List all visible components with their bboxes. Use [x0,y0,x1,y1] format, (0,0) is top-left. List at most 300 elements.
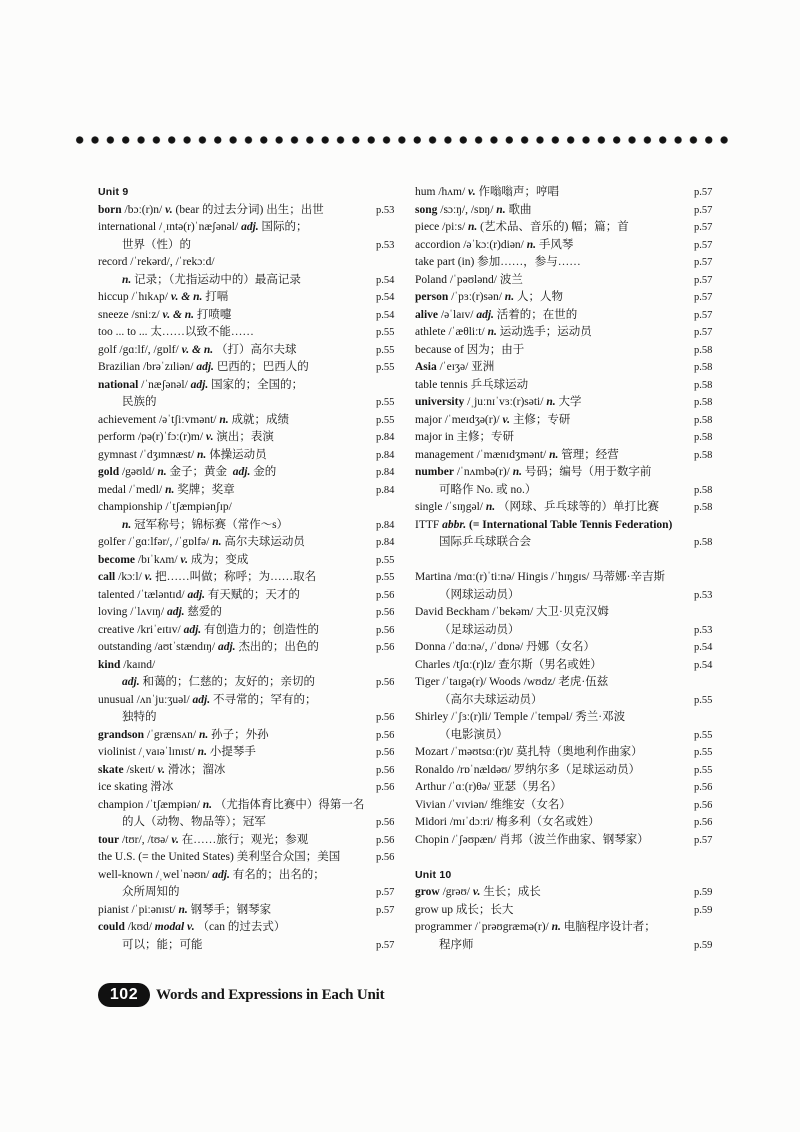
page-reference: p.53 [376,239,395,251]
entry-line [415,499,720,517]
vocab-entry [415,342,720,360]
entry-continuation-line [415,727,720,745]
entry-text: /ˈpɜː(r)sən/ [448,291,505,303]
entry-text: ITTF [415,518,443,531]
entry-text: /kɔːl/ [115,571,145,583]
entry-text: hiccup /ˈhɪkʌp/ [98,291,171,303]
entry-text: Ronaldo /rɒˈnældəʊ/ 罗纳尔多（足球运动员） [415,763,641,776]
entry-text: 运动选手；运动员 [496,326,592,338]
left-column [98,184,402,954]
part-of-speech: n. [198,728,209,741]
entry-text: 在……旅行；观光；参观 [178,833,309,846]
entry-continuation-line [98,674,402,692]
entry-continuation-line [98,937,402,955]
entry-text: 人；人物 [514,291,563,303]
entry-line [98,832,402,850]
entry-line [415,709,720,727]
part-of-speech: adj. [192,693,211,706]
part-of-speech: v. [468,186,476,198]
vocab-entry [415,324,720,342]
entry-line-text [98,272,376,290]
page-reference: p.56 [376,624,395,636]
entry-text: 把……叫做；称呼；为……取名 [152,571,317,583]
part-of-speech: v. [165,203,173,216]
entry-text: perform /pə(r)ˈfɔː(r)m/ [98,431,206,443]
entry-text: outstanding /aʊtˈstændɪŋ/ [98,641,218,653]
entry-text: Mozart /ˈməʊtsɑː(r)t/ 莫扎特（奥地利作曲家） [415,746,643,758]
page-reference: p.56 [376,729,395,741]
vocab-entry [415,569,720,604]
page-reference: p.56 [376,677,395,688]
entry-text: Vivian /ˈvɪviən/ 维维安（女名） [415,798,571,811]
entry-line-text [415,342,694,360]
entry-line-text [415,359,694,377]
vocab-entry [415,604,720,639]
vocab-entry [98,412,402,430]
entry-continuation-line [415,534,720,552]
page-reference: p.57 [376,939,395,951]
entry-line-text [415,727,694,745]
entry-line-text [415,884,694,902]
entry-line-text [415,394,694,412]
entry-text: 管理；经营 [558,448,619,461]
entry-line [98,464,402,482]
page-reference: p.56 [376,764,395,776]
entry-line-text [98,289,376,307]
entry-line-text [415,254,694,272]
headword: could [98,921,125,933]
entry-text: 孙子；外孙 [208,728,269,741]
entry-text: （can 的过去式） [194,921,286,933]
vocab-entry [98,464,402,482]
headword: Asia [415,361,437,373]
entry-text: /ˈnʌmbə(r)/ [453,466,513,478]
part-of-speech: adj. [476,308,494,321]
entry-text: because of 因为；由于 [415,343,525,356]
entry-line [415,884,720,902]
entry-text: piece /piːs/ [415,221,469,233]
page-reference: p.56 [694,782,713,793]
entry-line-text [98,307,376,325]
entry-text: /grəʊ/ [439,886,473,898]
part-of-speech: n. [157,466,167,478]
headword: song [415,203,438,216]
entry-continuation-line [98,884,402,902]
part-of-speech: n. [504,291,515,303]
entry-text: /kaɪnd/ [120,658,156,671]
entry-line-text [415,744,694,762]
page-reference: p.56 [376,747,395,758]
vocab-entry [415,202,720,220]
unit-heading: Unit 10 [415,868,452,881]
entry-line-text [415,412,694,430]
entry-text: /tʊr/, /tʊə/ [119,833,172,846]
page-reference: p.53 [376,204,395,216]
page-reference: p.56 [694,817,713,828]
headword: number [415,466,454,478]
entry-text: unusual /ʌnˈjuːʒuəl/ [98,693,193,706]
vocab-entry [415,272,720,290]
entry-line-text [415,569,720,587]
entry-text: 不寻常的；罕有的； [210,693,317,706]
entry-continuation-line [98,237,402,255]
entry-line-text [415,499,694,517]
vocab-entry [98,534,402,552]
entry-text: record /ˈrekərd/, /ˈrekɔːd/ [98,256,215,268]
entry-text: too ... to ... 太……以致不能…… [98,326,254,338]
vocab-entry [98,919,402,954]
entry-text: 巴西的；巴西人的 [213,361,309,373]
page-reference: p.55 [376,344,395,356]
entry-text: 手风琴 [536,238,574,251]
entry-line [98,604,402,622]
part-of-speech: n. [219,413,229,426]
entry-line [415,569,720,587]
entry-text: 大学 [555,396,582,408]
vocab-entry [98,307,402,325]
entry-text: 独特的 [122,711,157,723]
entry-line [415,412,720,430]
entry-line-text [98,779,376,797]
vocab-entry [98,867,402,902]
vocab-entry [98,832,402,850]
entry-line [98,412,402,430]
vocab-entry [415,307,720,325]
page-reference: p.56 [376,607,395,618]
entry-text: 和蔼的；仁慈的；友好的；亲切的 [139,676,315,688]
page-reference: p.58 [694,484,713,496]
vocab-entry [415,254,720,272]
vocab-entry [98,324,402,342]
entry-text: 金子；黄金 [166,466,233,478]
headword: university [415,396,465,408]
entry-text: 成为；变成 [187,553,249,566]
entry-line [98,919,402,937]
entry-line [98,254,402,272]
entry-text: championship /ˈtʃæmpiənʃɪp/ [98,501,232,513]
entry-line [98,219,402,237]
entry-line [415,429,720,447]
entry-line-text [98,569,376,587]
entry-text: /əˈlaɪv/ [438,308,477,321]
entry-text: ice skating 滑冰 [98,781,174,793]
vocab-entry [415,359,720,377]
entry-line-text [415,622,694,640]
entry-line-text [98,202,376,220]
entry-continuation-line [415,587,720,605]
part-of-speech: n. [487,326,497,338]
headword: skate [98,763,124,776]
headword: gold [98,466,120,478]
entry-text: 号码；编号（用于数字前 [522,466,652,478]
entry-line [98,359,402,377]
word-section [98,184,402,954]
headword: (= International Table Tennis Federation) [466,518,673,531]
page-reference: p.57 [694,834,713,846]
part-of-speech: n. [197,746,207,758]
page-reference: p.55 [694,764,713,776]
entry-text: 成就；成绩 [228,413,289,426]
page-reference: p.55 [376,572,395,583]
entry-line [415,744,720,762]
entry-line-text [98,587,376,605]
vocab-entry [415,674,720,709]
entry-line-text [98,499,402,517]
entry-line-text [415,289,694,307]
page-reference: p.58 [694,362,713,373]
vocab-entry [98,552,402,570]
vocab-entry [415,832,720,850]
headword: kind [98,658,121,671]
entry-text: （打）高尔夫球 [213,343,297,356]
vocab-entry [415,517,720,552]
entry-text: 作嗡嗡声；哼唱 [475,186,559,198]
entry-text: creative /kriˈeɪtɪv/ [98,623,184,636]
entry-continuation-line [415,622,720,640]
entry-continuation-line [98,394,402,412]
entry-text: 生长；成长 [480,886,541,898]
entry-line [415,394,720,412]
entry-line-text [98,709,376,727]
entry-line [98,797,402,815]
part-of-speech: adj. [217,641,236,653]
page-reference: p.54 [694,659,713,671]
page-reference: p.84 [376,432,395,443]
page-reference: p.84 [376,537,395,548]
part-of-speech: n. [122,273,132,286]
vocab-entry [98,587,402,605]
vocab-entry [415,657,720,675]
part-of-speech: abbr. [442,518,467,531]
entry-text: 众所周知的 [122,886,180,898]
entry-line [98,569,402,587]
entry-line [98,482,402,500]
page-reference: p.57 [694,204,713,216]
entry-text: 体操运动员 [206,448,267,461]
entry-line [415,762,720,780]
part-of-speech: n. [526,238,537,251]
entry-line-text [415,779,694,797]
part-of-speech: adj. [241,221,259,233]
vocab-entry [98,849,402,867]
part-of-speech: v. [205,431,214,443]
entry-text: athlete /ˈæθliːt/ [415,326,488,338]
page-reference: p.53 [694,624,713,636]
entry-text: 高尔夫球运动员 [221,536,305,548]
entry-text: 小提琴手 [206,746,256,758]
entry-text: Poland /ˈpəʊlənd/ 波兰 [415,273,523,286]
word-section [415,184,720,552]
part-of-speech: adj. [183,623,202,636]
vocab-entry [98,447,402,465]
part-of-speech: adj. [232,466,251,478]
entry-line [98,324,402,342]
entry-text: /ˌjuːnɪˈvɜː(r)səti/ [464,396,547,408]
entry-text: 杰出的；出色的 [235,641,319,653]
part-of-speech: adj. [196,361,214,373]
entry-line-text [415,429,694,447]
entry-line [415,447,720,465]
entry-line-text [415,464,720,482]
part-of-speech: n. [496,203,506,216]
entry-line-text [98,727,376,745]
part-of-speech: modal v. [154,921,195,933]
entry-line [98,622,402,640]
entry-text: 民族的 [122,396,157,408]
entry-text: 可以；能；可能 [122,938,203,951]
entry-line [415,902,720,920]
entry-line [98,867,402,885]
vocab-entry [415,429,720,447]
vocab-entry [415,377,720,395]
part-of-speech: v. & n. [181,343,214,356]
entry-line-text [98,517,376,535]
vocab-entry [415,639,720,657]
entry-line-text [98,919,402,937]
headword: call [98,571,116,583]
entry-line [98,202,402,220]
entry-line-text [98,447,376,465]
entry-text: (艺术品、音乐的) 幅；篇；首 [477,221,629,233]
entry-line-text [98,657,402,675]
entry-line-text [98,639,376,657]
entry-text: champion /ˈtʃæmpiən/ [98,798,203,811]
page-reference: p.57 [694,309,713,321]
entry-text: international /ˌɪntə(r)ˈnæʃənəl/ [98,221,242,233]
entry-line [98,657,402,675]
entry-line-text [98,254,402,272]
entry-line-text [415,692,694,710]
page-reference: p.84 [376,484,395,496]
entry-line-text [415,324,694,342]
entry-line [98,849,402,867]
entry-text: David Beckham /ˈbekəm/ 大卫·贝克汉姆 [415,606,609,618]
entry-text: Chopin /ˈʃəʊpæn/ 肖邦（波兰作曲家、钢琴家） [415,833,649,846]
entry-line [415,359,720,377]
page-reference: p.59 [694,887,713,898]
page-reference: p.58 [694,414,713,426]
page-reference: p.58 [694,432,713,443]
entry-line-text [98,867,402,885]
entry-text: golfer /ˈgɑːlfər/, /ˈgɒlfə/ [98,536,213,548]
entry-text: hum /hʌm/ [415,186,469,198]
vocab-entry [415,219,720,237]
part-of-speech: v. [157,763,165,776]
entry-text: /bɔː(r)n/ [121,203,166,216]
vocab-entry [415,237,720,255]
entry-line [415,517,720,535]
unit-heading: Unit 9 [98,186,129,198]
page-reference: p.54 [376,309,395,321]
vocab-entry [98,359,402,377]
page-reference: p.84 [376,519,395,531]
part-of-speech: n. [122,518,132,531]
vocab-entry [415,797,720,815]
page-reference: p.54 [376,274,395,286]
vocab-entry [415,919,720,954]
entry-text: 演出；表演 [213,431,274,443]
entry-text: loving /ˈlʌvɪŋ/ [98,606,167,618]
entry-line-text [98,464,376,482]
entry-line-text [98,219,402,237]
entry-line-text [98,412,376,430]
entry-line [98,499,402,517]
entry-line-text [98,692,402,710]
entry-text: （足球运动员） [439,623,520,636]
part-of-speech: v. & n. [162,308,195,321]
vocab-entry [98,779,402,797]
entry-text: 国际的； [258,221,308,233]
entry-text: golf /gɑːlf/, /gɒlf/ [98,343,182,356]
right-column [415,184,720,954]
entry-line-text [415,709,720,727]
page-reference: p.55 [376,362,395,373]
entry-line [98,534,402,552]
entry-text: （电影演员） [439,728,508,741]
part-of-speech: adj. [122,676,140,688]
page-reference: p.57 [694,292,713,303]
entry-text: Midori /mɪˈdɔːri/ 梅多利（女名或姓） [415,816,600,828]
entry-text: 钢琴手；钢琴家 [187,903,272,916]
part-of-speech: n. [202,798,213,811]
entry-line [415,464,720,482]
entry-line-text [98,429,376,447]
entry-line [415,797,720,815]
part-of-speech: adj. [187,588,206,601]
page-reference: p.57 [376,904,395,916]
entry-line [415,289,720,307]
entry-text: grow up 成长；长大 [415,903,514,916]
entry-continuation-line [98,517,402,535]
entry-text: /ˈgrænsʌn/ [144,728,199,741]
entry-line-text [415,447,694,465]
entry-line-text [98,622,376,640]
entry-line [415,202,720,220]
entry-line-text [415,202,694,220]
part-of-speech: n. [178,903,188,916]
page-reference: p.84 [376,467,395,478]
headword: grow [415,886,440,898]
entry-text: table tennis 乒乓球运动 [415,378,529,391]
part-of-speech: v. [472,886,481,898]
entry-text: talented /ˈtæləntɪd/ [98,588,188,601]
headword: national [98,378,139,391]
entry-text: （网球、乒乓球等的）单打比赛 [495,501,660,513]
entry-line-text [98,902,376,920]
entry-text: well-known /ˌwelˈnəʊn/ [98,868,213,881]
entry-line [98,289,402,307]
page-reference: p.56 [376,589,395,601]
entry-line [415,674,720,692]
entry-text: sneeze /sniːz/ [98,308,163,321]
page-reference: p.57 [694,274,713,286]
entry-line-text [98,237,376,255]
vocab-entry [415,779,720,797]
entry-text: 冠军称号；锦标赛（常作～s） [131,518,289,531]
page-reference: p.59 [694,939,713,951]
entry-text: gymnast /ˈdʒɪmnæst/ [98,448,198,461]
page-reference: p.55 [694,729,713,741]
entry-line [98,744,402,762]
page-reference: p.56 [376,852,395,863]
part-of-speech: adj. [190,378,209,391]
entry-line [415,377,720,395]
entry-line-text [98,884,376,902]
entry-text: （尤指体育比赛中）得第一名 [212,798,365,811]
entry-line-text [415,587,694,605]
entry-line [98,342,402,360]
entry-line-text [98,762,376,780]
